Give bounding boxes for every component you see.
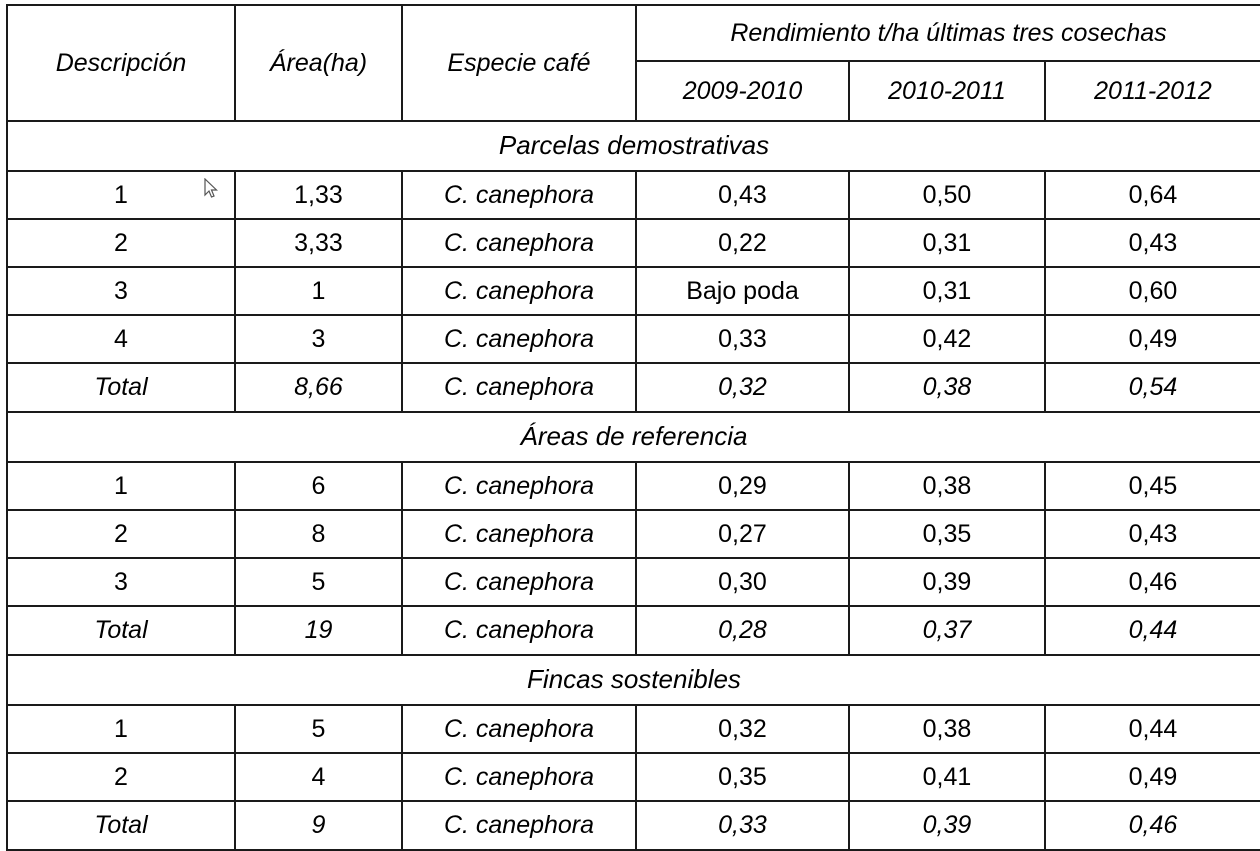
cell-yield-2011-2012: 0,43 (1045, 219, 1260, 267)
table-total-row (7, 801, 1260, 850)
table-row (7, 462, 1260, 510)
cell-area: 8,66 (235, 363, 402, 412)
cell-yield-2011-2012: 0,49 (1045, 753, 1260, 801)
cell-species: C. canephora (402, 753, 636, 801)
section-header-row (7, 655, 1260, 705)
section-title: Áreas de referencia (7, 412, 1260, 462)
cell-description: Total (7, 801, 235, 850)
cell-yield-2010-2011: 0,38 (849, 705, 1045, 753)
cell-species: C. canephora (402, 219, 636, 267)
cell-yield-2009-2010: 0,27 (636, 510, 849, 558)
table-row (7, 510, 1260, 558)
column-header-species: Especie café (402, 5, 636, 121)
cell-yield-2009-2010: 0,32 (636, 705, 849, 753)
cell-yield-2009-2010: 0,29 (636, 462, 849, 510)
column-header-area: Área(ha) (235, 5, 402, 121)
cell-yield-2010-2011: 0,31 (849, 267, 1045, 315)
section-title: Fincas sostenibles (7, 655, 1260, 705)
table-total-row (7, 606, 1260, 655)
cell-area: 19 (235, 606, 402, 655)
cell-species: C. canephora (402, 510, 636, 558)
table-total-row (7, 363, 1260, 412)
table-head (7, 5, 1260, 121)
cell-yield-2011-2012: 0,64 (1045, 171, 1260, 219)
document-page (0, 4, 1260, 840)
cell-species: C. canephora (402, 171, 636, 219)
cell-description: Total (7, 606, 235, 655)
cell-yield-2010-2011: 0,31 (849, 219, 1045, 267)
cell-species: C. canephora (402, 606, 636, 655)
cell-yield-2010-2011: 0,35 (849, 510, 1045, 558)
section-title: Parcelas demostrativas (7, 121, 1260, 171)
cell-yield-2009-2010: 0,22 (636, 219, 849, 267)
cell-description: 1 (7, 171, 235, 219)
cell-yield-2011-2012: 0,44 (1045, 705, 1260, 753)
cell-yield-2011-2012: 0,46 (1045, 801, 1260, 850)
cell-yield-2009-2010: 0,28 (636, 606, 849, 655)
cell-species: C. canephora (402, 462, 636, 510)
cell-yield-2011-2012: 0,44 (1045, 606, 1260, 655)
cell-yield-2009-2010: 0,43 (636, 171, 849, 219)
section-header-row (7, 412, 1260, 462)
section-header-row (7, 121, 1260, 171)
cell-yield-2011-2012: 0,45 (1045, 462, 1260, 510)
cell-description: 3 (7, 267, 235, 315)
cell-area: 6 (235, 462, 402, 510)
column-header-year-3: 2011-2012 (1045, 61, 1260, 121)
cell-description: 2 (7, 219, 235, 267)
cell-yield-2009-2010: Bajo poda (636, 267, 849, 315)
cell-area: 1,33 (235, 171, 402, 219)
cell-yield-2011-2012: 0,49 (1045, 315, 1260, 363)
cell-species: C. canephora (402, 705, 636, 753)
cell-description: 1 (7, 705, 235, 753)
cell-area: 1 (235, 267, 402, 315)
column-header-description: Descripción (7, 5, 235, 121)
table-row (7, 315, 1260, 363)
cell-species: C. canephora (402, 315, 636, 363)
table-row (7, 267, 1260, 315)
cell-description: 3 (7, 558, 235, 606)
table-row (7, 753, 1260, 801)
column-header-year-1: 2009-2010 (636, 61, 849, 121)
cell-species: C. canephora (402, 267, 636, 315)
cell-description: 1 (7, 462, 235, 510)
cell-yield-2010-2011: 0,41 (849, 753, 1045, 801)
cell-area: 5 (235, 705, 402, 753)
cell-yield-2009-2010: 0,32 (636, 363, 849, 412)
cell-description: 4 (7, 315, 235, 363)
cell-area: 3 (235, 315, 402, 363)
cell-yield-2010-2011: 0,37 (849, 606, 1045, 655)
cell-yield-2009-2010: 0,35 (636, 753, 849, 801)
cell-yield-2009-2010: 0,30 (636, 558, 849, 606)
cell-area: 4 (235, 753, 402, 801)
cell-yield-2010-2011: 0,38 (849, 363, 1045, 412)
table-row (7, 558, 1260, 606)
column-header-yield-group: Rendimiento t/ha últimas tres cosechas (636, 5, 1260, 61)
cell-yield-2010-2011: 0,38 (849, 462, 1045, 510)
cell-yield-2011-2012: 0,60 (1045, 267, 1260, 315)
cell-description: 2 (7, 510, 235, 558)
column-header-year-2: 2010-2011 (849, 61, 1045, 121)
cell-description: 2 (7, 753, 235, 801)
header-row-top (7, 5, 1260, 61)
cell-yield-2009-2010: 0,33 (636, 801, 849, 850)
cell-area: 3,33 (235, 219, 402, 267)
cell-yield-2009-2010: 0,33 (636, 315, 849, 363)
table-row (7, 705, 1260, 753)
cell-species: C. canephora (402, 558, 636, 606)
cell-area: 8 (235, 510, 402, 558)
table-body (7, 121, 1260, 850)
cell-yield-2010-2011: 0,39 (849, 801, 1045, 850)
cell-yield-2010-2011: 0,42 (849, 315, 1045, 363)
cell-yield-2011-2012: 0,46 (1045, 558, 1260, 606)
cell-area: 5 (235, 558, 402, 606)
cell-yield-2010-2011: 0,39 (849, 558, 1045, 606)
cell-area: 9 (235, 801, 402, 850)
cell-yield-2010-2011: 0,50 (849, 171, 1045, 219)
cell-species: C. canephora (402, 363, 636, 412)
table-row (7, 219, 1260, 267)
cell-yield-2011-2012: 0,54 (1045, 363, 1260, 412)
table-row (7, 171, 1260, 219)
yield-table (6, 4, 1260, 851)
cell-yield-2011-2012: 0,43 (1045, 510, 1260, 558)
cell-description: Total (7, 363, 235, 412)
cell-species: C. canephora (402, 801, 636, 850)
